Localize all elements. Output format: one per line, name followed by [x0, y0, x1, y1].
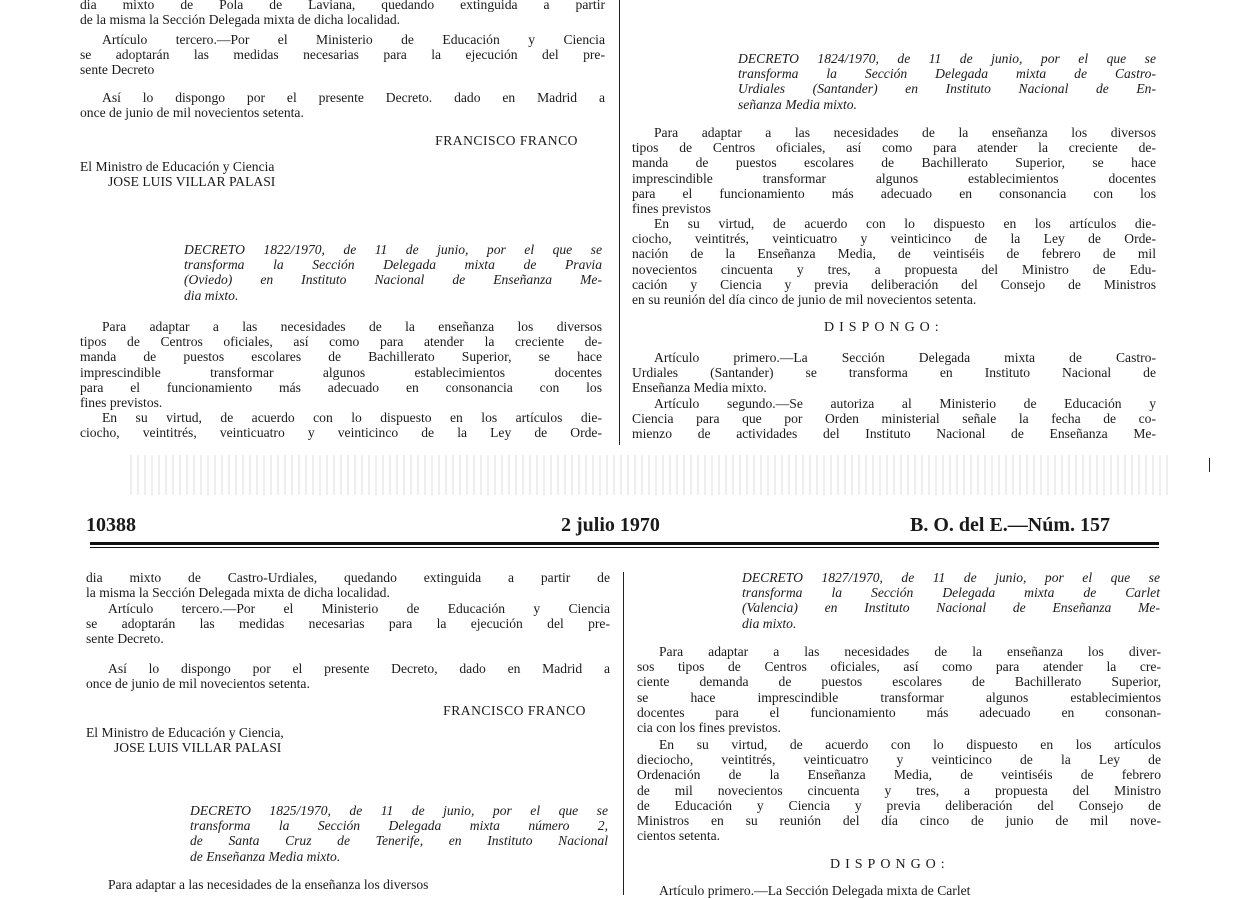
- minister-name: JOSE LUIS VILLAR PALASI: [108, 174, 276, 190]
- text-line: En su virtud, de acuerdo con lo dispuesto en los artículos die-: [654, 216, 1156, 231]
- scan-mark: [1209, 458, 1210, 472]
- text-line: novecientos cincuenta y tres, a propuesta del Ministro de Edu-: [632, 261, 1156, 277]
- bottom-left-article-3: [86, 601, 610, 647]
- text-line: tipos de Centros oficiales, así como para atender la creciente de-: [632, 140, 1156, 156]
- text-line: se hace imprescindible transformar algunos establecimientos: [637, 689, 1161, 705]
- text-line: (Valencia) en Instituto Nacional de Enseñanza Me-: [742, 600, 1160, 616]
- text-line: ciocho, veintitrés, veinticuatro y veinticinco de la Ley de Orde-: [80, 425, 602, 441]
- bottom-column-divider: [623, 572, 624, 895]
- text-line: Artículo segundo.—Se autoriza al Ministerio de Educación y: [654, 396, 1156, 411]
- header-rule: [90, 542, 1159, 545]
- text-line: DECRETO 1824/1970, de 11 de junio, por el que se: [738, 51, 1156, 66]
- text-line: sente Decreto.: [86, 631, 164, 647]
- text-line: DECRETO 1822/1970, de 11 de junio, por el que se: [184, 242, 602, 257]
- page-number: 10388: [86, 514, 136, 536]
- bottom-right-article-1: [637, 883, 1161, 898]
- text-line: transforma la Sección Delegada mixta número 2,: [190, 818, 608, 834]
- top-right-paragraph-2: [632, 216, 1156, 307]
- text-line: dia mixto de Pola de Laviana, quedando extinguida a partir: [80, 0, 605, 12]
- text-line: Para adaptar a las necesidades de la enseñanza los diversos: [108, 877, 429, 892]
- top-right-article-1: [632, 350, 1156, 396]
- text-line: tipos de Centros oficiales, así como para atender la creciente de-: [80, 334, 602, 350]
- text-line: ciocho, veintitrés, veinticuatro y veinticinco de la Ley de Orde-: [632, 231, 1156, 247]
- text-line: fines previstos.: [80, 395, 163, 411]
- text-line: dia mixto de Castro-Urdiales, quedando extinguida a partir de: [86, 570, 610, 585]
- top-left-paragraph-2: [80, 410, 602, 440]
- text-line: mienzo de actividades del Instituto Nacional de Enseñanza Me-: [632, 426, 1156, 442]
- text-line: Para adaptar a las necesidades de la enseñanza los diversos: [102, 319, 602, 334]
- text-line: para el funcionamiento más adecuado en consonancia con los: [632, 185, 1156, 201]
- text-line: En su virtud, de acuerdo con lo dispuesto en los artículos: [659, 737, 1161, 752]
- bottom-left-minister: [86, 725, 486, 755]
- text-line: manda de puestos escolares de Bachillerato Superior, se hace: [632, 155, 1156, 171]
- text-line: en su reunión del día cinco de junio de mil novecientos setenta.: [632, 292, 977, 308]
- text-line: sente Decreto: [80, 62, 155, 78]
- text-line: dieciocho, veintitrés, veinticuatro y veinticinco de la Ley de: [637, 752, 1161, 768]
- text-line: para el funcionamiento más adecuado en consonancia con los: [80, 379, 602, 395]
- top-left-minister: [80, 159, 480, 189]
- text-line: Enseñanza Media mixto.: [632, 380, 767, 396]
- text-line: Artículo primero.—La Sección Delegada mixta de Carlet: [659, 883, 971, 898]
- text-line: de Educación y Ciencia y previa deliberación del Consejo de: [637, 797, 1161, 813]
- text-line: se adoptarán las medidas necesarias para la ejecución del pre-: [86, 616, 610, 632]
- top-left-signature: FRANCISCO FRANCO: [435, 133, 578, 148]
- text-line: transforma la Sección Delegada mixta de Pravia: [184, 257, 602, 273]
- text-line: nación de la Enseñanza Media, de veintiséis de febrero de mil: [632, 246, 1156, 262]
- text-line: once de junio de mil novecientos setenta.: [86, 676, 310, 692]
- text-line: Ordenación de la Enseñanza Media, de veintiséis de febrero: [637, 767, 1161, 783]
- text-line: señanza Media mixto.: [738, 96, 857, 112]
- scan-artifact: [130, 455, 1170, 495]
- text-line: la misma la Sección Delegada mixta de dicha localidad.: [86, 585, 390, 601]
- top-right-dispongo: DISPONGO:: [824, 320, 944, 335]
- header-rule-thin: [90, 547, 1159, 548]
- top-column-divider: [619, 0, 620, 445]
- text-line: cia con los fines previstos.: [637, 720, 781, 736]
- bottom-left-decree-heading: [190, 803, 608, 864]
- text-line: Urdiales (Santander) en Instituto Nacional de En-: [738, 81, 1156, 97]
- text-line: (Oviedo) en Instituto Nacional de Enseñanza Me-: [184, 272, 602, 288]
- top-left-article-3: [80, 32, 605, 78]
- text-line: Ministros en su reunión del día cinco de junio de mil nove-: [637, 813, 1161, 829]
- text-line: Para adaptar a las necesidades de la enseñanza los diversos: [654, 125, 1156, 140]
- text-line: de mil novecientos cincuenta y tres, a propuesta del Ministro: [637, 782, 1161, 798]
- bottom-left-closing: [86, 661, 610, 691]
- text-line: transforma la Sección Delegada mixta de Carlet: [742, 585, 1160, 601]
- bottom-right-paragraph-2: [637, 737, 1161, 843]
- top-right-paragraph-1: [632, 125, 1156, 216]
- top-right-decree-heading: [738, 51, 1156, 112]
- text-line: Así lo dispongo por el presente Decreto. dado en Madrid a: [102, 90, 605, 105]
- text-line: Ciencia para que por Orden ministerial señale la fecha de co-: [632, 411, 1156, 427]
- text-line: docentes para el funcionamiento más adecuado en consonan-: [637, 704, 1161, 720]
- text-line: sos tipos de Centros oficiales, así como para atender la cre-: [637, 659, 1161, 675]
- page-date: 2 julio 1970: [561, 514, 660, 536]
- text-line: Urdiales (Santander) se transforma en Instituto Nacional de: [632, 365, 1156, 381]
- text-line: Artículo tercero.—Por el Ministerio de Educación y Ciencia: [102, 32, 605, 47]
- text-line: dia mixto.: [184, 287, 239, 303]
- minister-name: JOSE LUIS VILLAR PALASI: [114, 740, 282, 756]
- bottom-left-continuation: [86, 570, 610, 600]
- text-line: Para adaptar a las necesidades de la enseñanza los diver-: [659, 644, 1161, 659]
- text-line: DECRETO 1825/1970, de 11 de junio, por el que se: [190, 803, 608, 818]
- top-left-continuation: [80, 0, 605, 27]
- text-line: dia mixto.: [742, 615, 797, 631]
- text-line: imprescindible transformar algunos establecimientos docentes: [632, 170, 1156, 186]
- text-line: cación y Ciencia y previa deliberación del Consejo de Ministros: [632, 276, 1156, 292]
- text-line: Artículo tercero.—Por el Ministerio de Educación y Ciencia: [108, 601, 610, 616]
- top-left-closing: [80, 90, 605, 120]
- text-line: En su virtud, de acuerdo con lo dispuesto en los artículos die-: [102, 410, 602, 425]
- text-line: fines previstos: [632, 201, 711, 217]
- text-line: Artículo primero.—La Sección Delegada mixta de Castro-: [654, 350, 1156, 365]
- top-right-article-2: [632, 396, 1156, 442]
- text-line: de la misma la Sección Delegada mixta de dicha localidad.: [80, 12, 401, 28]
- text-line: transforma la Sección Delegada mixta de Castro-: [738, 66, 1156, 82]
- minister-title: El Ministro de Educación y Ciencia,: [86, 725, 284, 740]
- text-line: se adoptarán las medidas necesarias para la ejecución del pre-: [80, 47, 605, 63]
- text-line: de Enseñanza Media mixto.: [190, 848, 341, 864]
- bottom-right-dispongo: DISPONGO:: [830, 857, 950, 872]
- bottom-right-decree-heading: [742, 570, 1160, 631]
- text-line: DECRETO 1827/1970, de 11 de junio, por el que se: [742, 570, 1160, 585]
- minister-title: El Ministro de Educación y Ciencia: [80, 159, 275, 174]
- text-line: de Santa Cruz de Tenerife, en Instituto Nacional: [190, 833, 608, 849]
- bottom-right-paragraph-1: [637, 644, 1161, 735]
- text-line: once de junio de mil novecientos setenta.: [80, 105, 304, 121]
- text-line: imprescindible transformar algunos establecimientos docentes: [80, 364, 602, 380]
- issue-label: B. O. del E.—Núm. 157: [910, 514, 1111, 536]
- top-left-decree-heading: [184, 242, 602, 303]
- text-line: manda de puestos escolares de Bachillerato Superior, se hace: [80, 349, 602, 365]
- bottom-left-paragraph-1: [86, 877, 610, 892]
- text-line: ciente demanda de puestos escolares de Bachillerato Superior,: [637, 674, 1161, 690]
- top-left-paragraph-1: [80, 319, 602, 410]
- text-line: cientos setenta.: [637, 828, 721, 844]
- bottom-left-signature: FRANCISCO FRANCO: [443, 703, 586, 718]
- text-line: Así lo dispongo por el presente Decreto, dado en Madrid a: [108, 661, 610, 676]
